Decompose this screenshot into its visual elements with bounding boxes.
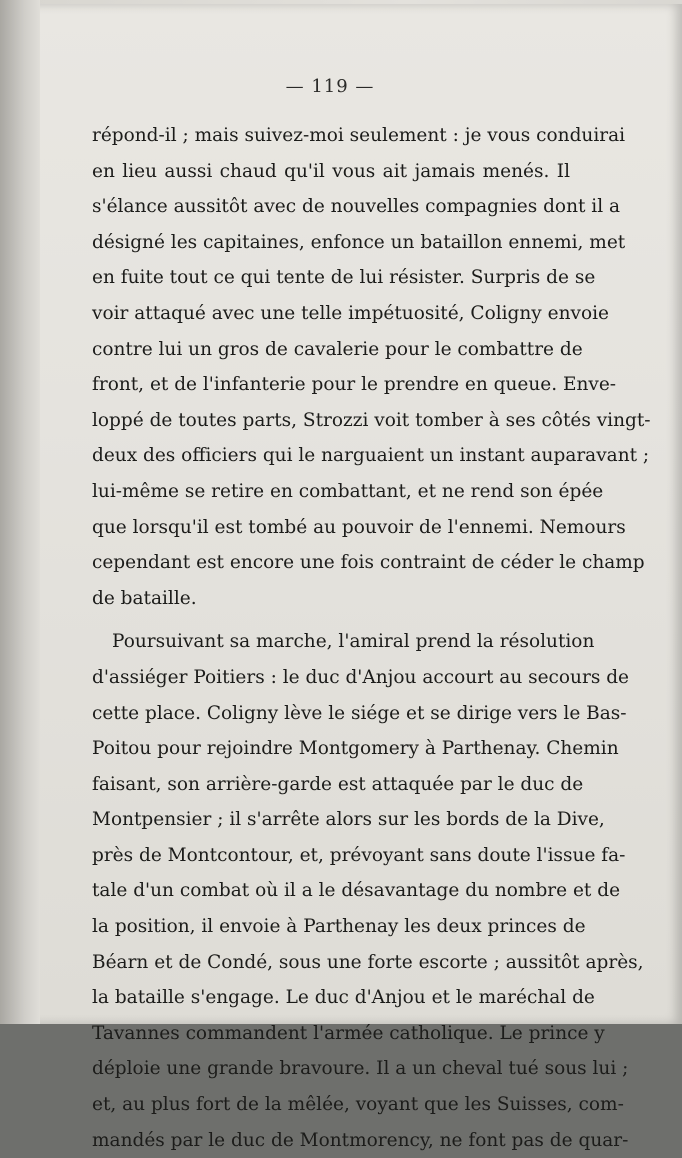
text-line: en lieu aussi chaud qu'il vous ait jamais menés. Il	[92, 160, 570, 182]
text-line: la position, il envoie à Parthenay les deux princes de	[92, 916, 586, 938]
text-line: Poursuivant sa marche, l'amiral prend la résolution	[112, 631, 595, 653]
page-gutter	[0, 0, 40, 1024]
text-line: en fuite tout ce qui tente de lui résister. Surpris de se	[92, 267, 596, 289]
text-line: loppé de toutes parts, Strozzi voit tomber à ses côtés vingt-	[92, 409, 651, 431]
text-line: répond-il ; mais suivez-moi seulement : je vous conduirai	[92, 125, 626, 146]
text-line: front, et de l'infanterie pour le prendre en queue. Enve-	[92, 374, 617, 396]
text-line: Béarn et de Condé, sous une forte escorte ; aussitôt après,	[92, 951, 644, 973]
text-line: près de Montcontour, et, prévoyant sans doute l'issue fa-	[92, 844, 626, 866]
text-line: deux des officiers qui le narguaient un instant auparavant ;	[92, 445, 650, 467]
text-line: Tavannes commandent l'armée catholique. Le prince y	[92, 1022, 605, 1044]
text-line: voir attaqué avec une telle impétuosité, Coligny envoie	[92, 302, 609, 324]
text-line: faisant, son arrière-garde est attaquée par le duc de	[92, 773, 584, 795]
text-line: Montpensier ; il s'arrête alors sur les bords de la Dive,	[92, 809, 605, 831]
text-line: cette place. Coligny lève le siége et se dirige vers le Bas-	[92, 702, 627, 724]
text-line: lui-même se retire en combattant, et ne rend son épée	[92, 480, 604, 502]
text-line: mandés par le duc de Montmorency, ne font pas de quar-	[92, 1129, 629, 1151]
text-line: cependant est encore une fois contraint de céder le champ	[92, 552, 645, 574]
text-line: désigné les capitaines, enfonce un bataillon ennemi, met	[92, 231, 626, 253]
text-line: et, au plus fort de la mêlée, voyant que les Suisses, com-	[92, 1094, 624, 1116]
text-line: que lorsqu'il est tombé au pouvoir de l'ennemi. Nemours	[92, 516, 626, 538]
text-line: de bataille.	[92, 587, 197, 609]
paragraph-gap	[92, 616, 570, 624]
text-line: Poitou pour rejoindre Montgomery à Parthenay. Chemin	[92, 738, 619, 760]
text-line: s'élance aussitôt avec de nouvelles compagnies dont il a	[92, 196, 621, 218]
text-line: tale d'un combat où il a le désavantage du nombre et de	[92, 880, 621, 902]
page-text	[92, 118, 651, 1158]
text-line: déploie une grande bravoure. Il a un cheval tué sous lui ;	[92, 1058, 629, 1080]
text-line: la bataille s'engage. Le duc d'Anjou et le maréchal de	[92, 987, 595, 1009]
page-number: — 119 —	[285, 76, 375, 97]
text-line: contre lui un gros de cavalerie pour le combattre de	[92, 338, 583, 360]
text-line: d'assiéger Poitiers : le duc d'Anjou accourt au secours de	[92, 666, 629, 688]
